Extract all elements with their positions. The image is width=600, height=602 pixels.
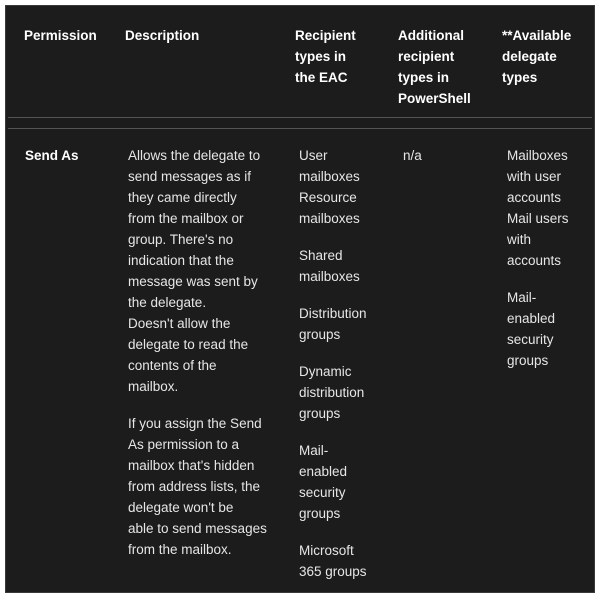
header-permission: Permission (24, 28, 97, 43)
header-additional-recipient-types: Additional recipient types in PowerShell (398, 28, 471, 106)
header-description: Description (125, 28, 200, 43)
cell-recipient-types-eac: User mailboxes Resource mailboxes Shared mailboxes Distribution groups Dynamic distribution groups Mail- enabled security groups Microsoft 365 groups (299, 148, 367, 579)
cell-permission: Send As (25, 148, 79, 163)
header-available-delegate-types: **Available delegate types (502, 28, 572, 85)
cell-available-delegate-types: Mailboxes with user accounts Mail users with accounts Mail- enabled security groups (507, 148, 569, 368)
header-recipient-types-eac: Recipient types in the EAC (295, 28, 356, 85)
header-divider (8, 117, 592, 118)
row-divider (8, 128, 592, 129)
cell-description: Allows the delegate to send messages as if they came directly from the mailbox or group. There's no indication that the message was sent by the delegate. Doesn't allow the delegate to read the contents of the mailbox. If you assign the Send As permission to a mailbox that's hidden from address lists, the delegate won't be able to send messages from the mailbox. (128, 148, 267, 557)
cell-additional-recipient-types: n/a (403, 148, 422, 163)
